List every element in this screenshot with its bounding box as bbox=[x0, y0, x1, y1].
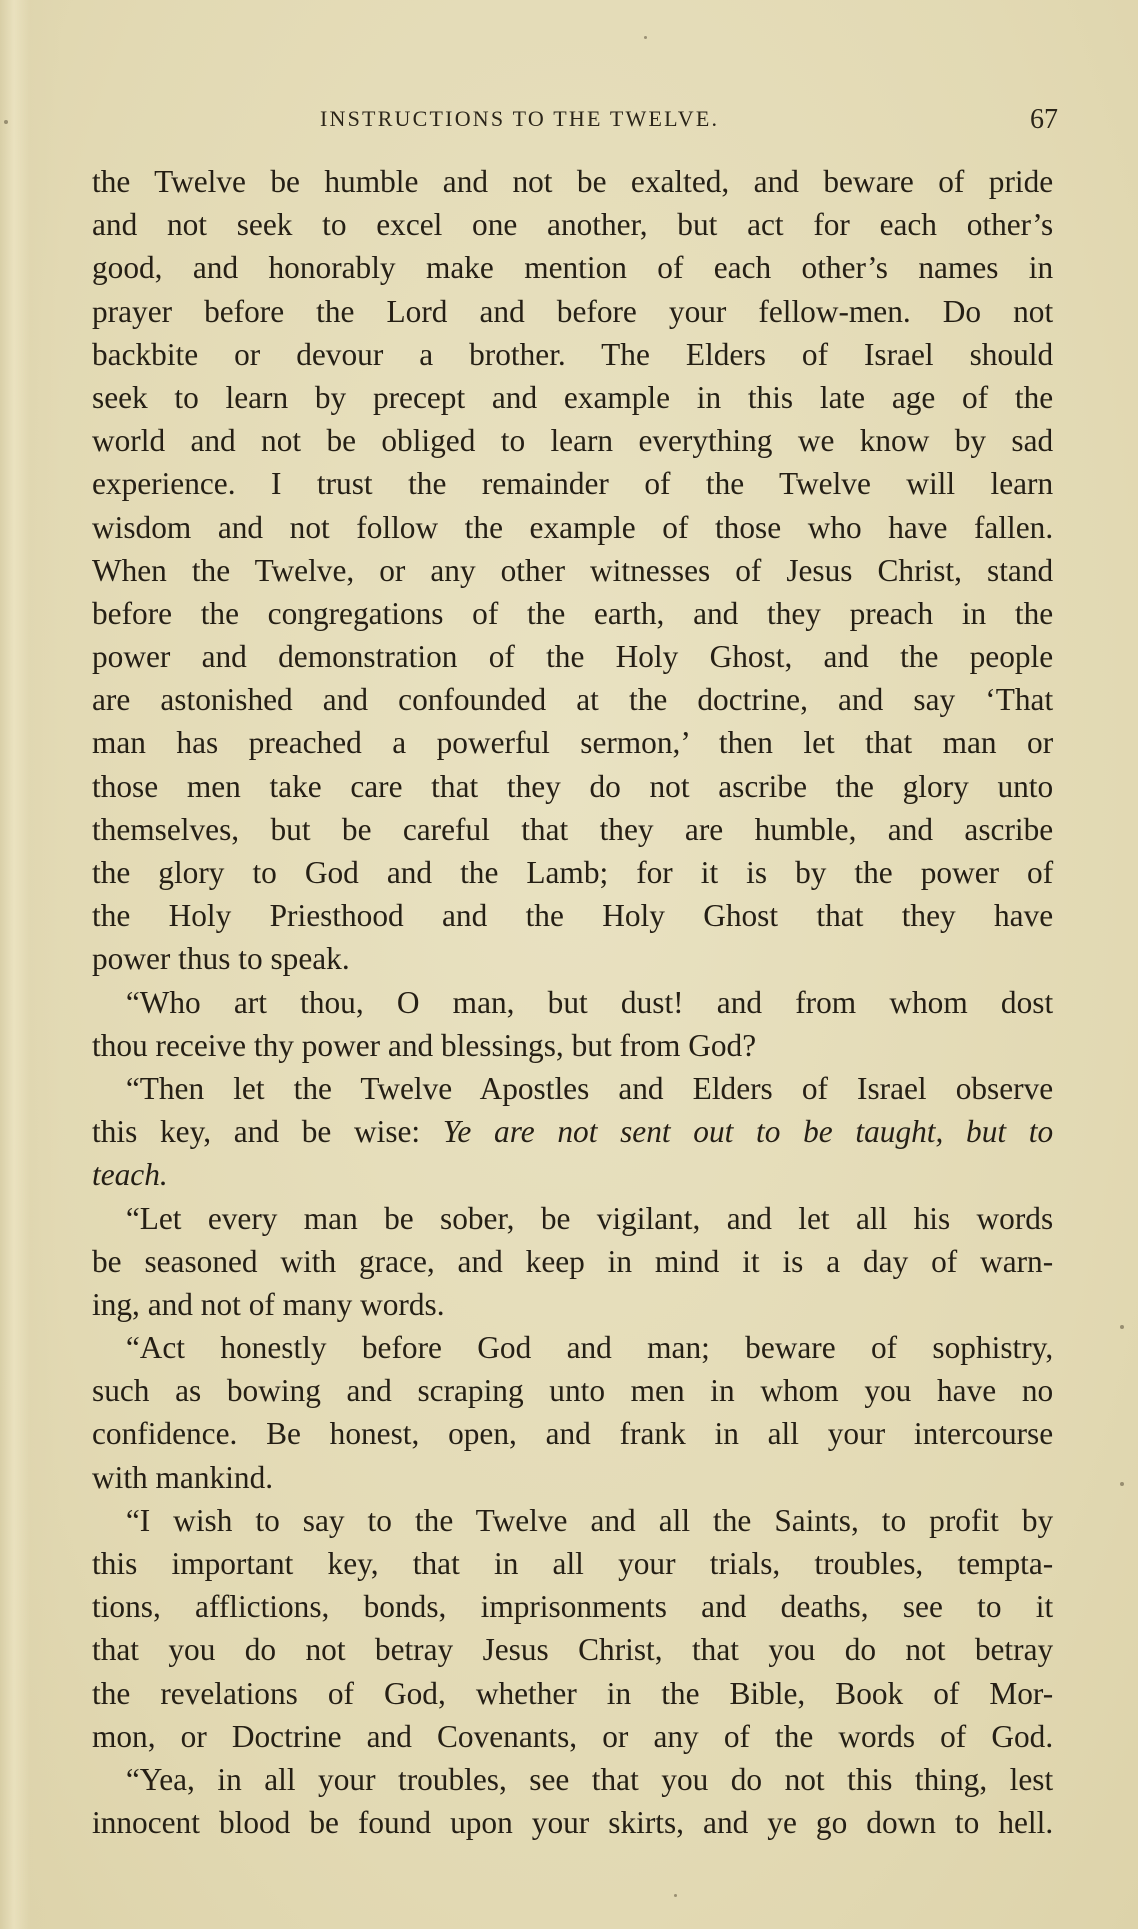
text-line bbox=[92, 1110, 1053, 1153]
paper-speck bbox=[1120, 1482, 1124, 1486]
paper-speck bbox=[674, 1894, 677, 1897]
text-line: man has preached a powerful sermon,’ then let that man or bbox=[92, 725, 1054, 761]
italic-quote: Ye are not sent out to be taught, but to bbox=[442, 1114, 1054, 1150]
text-line: power and demonstration of the Holy Ghost, and the people bbox=[92, 639, 1054, 675]
paper-speck bbox=[644, 36, 647, 39]
text-line: good, and honorably make mention of each other’s names in bbox=[92, 250, 1054, 286]
text-line: mon, or Doctrine and Covenants, or any of the words of God. bbox=[92, 1718, 1054, 1754]
text-line: wisdom and not follow the example of those who have fallen. bbox=[92, 509, 1054, 545]
text-line: prayer before the Lord and before your fellow-men. Do not bbox=[92, 293, 1054, 329]
text-line: themselves, but be careful that they are humble, and ascribe bbox=[92, 811, 1054, 847]
text-line: confidence. Be honest, open, and frank in all your intercourse bbox=[92, 1416, 1054, 1452]
paragraph-end-line: power thus to speak. bbox=[92, 941, 350, 977]
text-line: experience. I trust the remainder of the Twelve will learn bbox=[92, 466, 1054, 502]
paragraph-end-line: thou receive thy power and blessings, but from God? bbox=[92, 1027, 757, 1063]
text-line: are astonished and confounded at the doctrine, and say ‘That bbox=[92, 682, 1054, 718]
text-line: innocent blood be found upon your skirts, and ye go down to hell. bbox=[92, 1805, 1054, 1841]
text-line: “Who art thou, O man, but dust! and from whom dost bbox=[125, 984, 1054, 1020]
text-line: “I wish to say to the Twelve and all the Saints, to profit by bbox=[125, 1502, 1054, 1538]
text-line: that you do not betray Jesus Christ, that you do not betray bbox=[92, 1632, 1054, 1668]
text-line: those men take care that they do not ascribe the glory unto bbox=[92, 768, 1054, 804]
text-line: “Then let the Twelve Apostles and Elders of Israel observe bbox=[125, 1070, 1054, 1106]
text-line: the Holy Priesthood and the Holy Ghost that they have bbox=[92, 898, 1054, 934]
paragraph-end-line: with mankind. bbox=[92, 1459, 274, 1495]
page-number: 67 bbox=[1030, 104, 1058, 135]
text-line: before the congregations of the earth, and they preach in the bbox=[92, 595, 1054, 631]
text-line: and not seek to excel one another, but act for each other’s bbox=[92, 207, 1054, 243]
text-line: When the Twelve, or any other witnesses of Jesus Christ, stand bbox=[92, 552, 1054, 588]
text-line: be seasoned with grace, and keep in mind it is a day of warn- bbox=[92, 1243, 1054, 1279]
text-line: “Yea, in all your troubles, see that you do not this thing, lest bbox=[125, 1761, 1054, 1797]
italic-quote-end: teach. bbox=[92, 1157, 168, 1193]
text-line: backbite or devour a brother. The Elders of Israel should bbox=[92, 336, 1054, 372]
text-line: such as bowing and scraping unto men in whom you have no bbox=[92, 1373, 1054, 1409]
text-line: world and not be obliged to learn everything we know by sad bbox=[92, 423, 1054, 459]
paragraph-end-line: ing, and not of many words. bbox=[92, 1286, 445, 1322]
paper-speck bbox=[4, 120, 8, 124]
paragraph-end-line bbox=[92, 1153, 1053, 1196]
text-line: seek to learn by precept and example in this late age of the bbox=[92, 379, 1054, 415]
text-line: the revelations of God, whether in the Bible, Book of Mor- bbox=[92, 1675, 1054, 1711]
text-line: this important key, that in all your trials, troubles, tempta- bbox=[92, 1546, 1054, 1581]
body-text bbox=[92, 160, 1058, 1844]
paper-speck bbox=[1120, 1325, 1124, 1329]
running-head-title: INSTRUCTIONS TO THE TWELVE. bbox=[320, 106, 720, 131]
text-line: the Twelve be humble and not be exalted, and beware of pride bbox=[92, 164, 1054, 199]
text-line: tions, afflictions, bonds, imprisonments and deaths, see to it bbox=[92, 1589, 1054, 1625]
text-line-roman: this key, and be wise: bbox=[92, 1114, 421, 1150]
running-head bbox=[92, 106, 1058, 140]
text-line: “Act honestly before God and man; beware of sophistry, bbox=[125, 1330, 1054, 1366]
text-line: the glory to God and the Lamb; for it is by the power of bbox=[92, 855, 1054, 890]
text-line: “Let every man be sober, be vigilant, and let all his words bbox=[125, 1200, 1054, 1236]
